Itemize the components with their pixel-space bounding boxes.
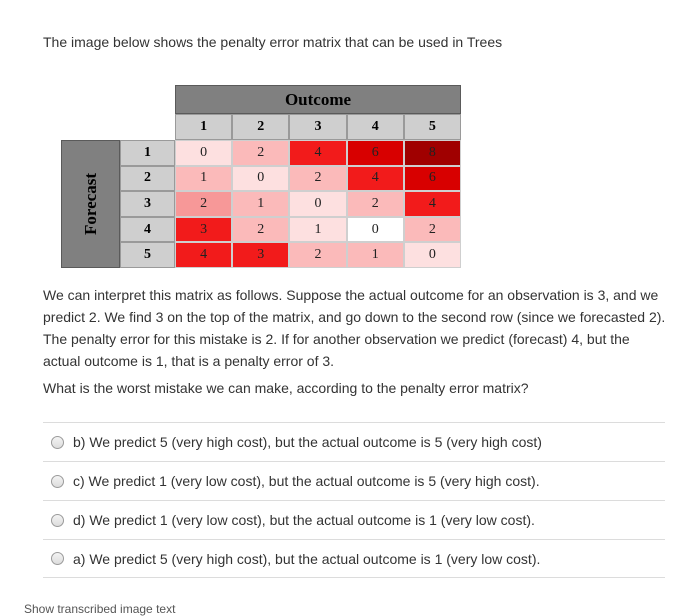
option-label: a) We predict 5 (very high cost), but the actual outcome is 1 (very low cost). — [73, 550, 541, 567]
matrix-cell: 1 — [175, 166, 232, 192]
matrix-cell: 1 — [232, 191, 289, 217]
row-header: 1 — [120, 140, 175, 166]
answer-options — [43, 422, 665, 578]
forecast-header — [61, 140, 120, 268]
radio-button[interactable] — [51, 552, 64, 565]
option-d[interactable] — [43, 500, 665, 539]
matrix-cell: 4 — [175, 242, 232, 268]
matrix-cell: 0 — [347, 217, 404, 243]
matrix-cell: 0 — [232, 166, 289, 192]
matrix-cell: 2 — [175, 191, 232, 217]
show-transcribed-link[interactable]: Show transcribed image text — [24, 602, 176, 616]
option-label: d) We predict 1 (very low cost), but the actual outcome is 1 (very low cost). — [73, 512, 535, 528]
radio-button[interactable] — [51, 514, 64, 527]
radio-button[interactable] — [51, 436, 64, 449]
matrix-cell: 0 — [289, 191, 346, 217]
matrix-cell: 2 — [232, 217, 289, 243]
row-header: 5 — [120, 242, 175, 268]
column-header: 5 — [404, 114, 461, 140]
matrix-cell: 3 — [175, 217, 232, 243]
intro-text: The image below shows the penalty error matrix that can be used in Trees — [43, 34, 503, 50]
outcome-label: Outcome — [284, 89, 352, 109]
column-header: 2 — [232, 114, 289, 140]
matrix-corner — [61, 85, 175, 140]
matrix-cell: 2 — [289, 166, 346, 192]
matrix-cell: 2 — [289, 242, 346, 268]
matrix-cell: 8 — [404, 140, 461, 166]
matrix-cell: 3 — [232, 242, 289, 268]
matrix-cell: 4 — [289, 140, 346, 166]
matrix-cell: 0 — [404, 242, 461, 268]
matrix-cell: 1 — [289, 217, 346, 243]
column-header: 3 — [289, 114, 346, 140]
question-text: What is the worst mistake we can make, according to the penalty error matrix? — [43, 380, 529, 396]
row-header: 4 — [120, 217, 175, 243]
matrix-cell: 2 — [404, 217, 461, 243]
penalty-error-matrix — [61, 85, 461, 268]
option-label: b) We predict 5 (very high cost), but the actual outcome is 5 (very high cost) — [73, 434, 542, 450]
column-header: 4 — [347, 114, 404, 140]
option-c[interactable] — [43, 461, 665, 500]
matrix-cell: 4 — [404, 191, 461, 217]
matrix-cell: 0 — [175, 140, 232, 166]
matrix-cell: 1 — [347, 242, 404, 268]
matrix-cell: 6 — [347, 140, 404, 166]
explanation-text: We can interpret this matrix as follows. Suppose the actual outcome for an observation is 3, and we predict 2. We find 3 on the top of the matrix, and go down to the second row (since we forecasted 2). The penalty error for this mistake is 2. If for another observation we predict (forecast) 4, but the actual outcome is 1, that is a penalty error of 3. — [43, 287, 666, 369]
radio-button[interactable] — [51, 475, 64, 488]
row-header: 2 — [120, 166, 175, 192]
column-header: 1 — [175, 114, 232, 140]
matrix-cell: 4 — [347, 166, 404, 192]
outcome-header — [175, 85, 461, 114]
option-a[interactable] — [43, 539, 665, 578]
matrix-cell: 2 — [347, 191, 404, 217]
row-header: 3 — [120, 191, 175, 217]
option-b[interactable] — [43, 422, 665, 461]
option-label: c) We predict 1 (very low cost), but the actual outcome is 5 (very high cost). — [73, 473, 540, 489]
forecast-label: Forecast — [80, 173, 100, 235]
matrix-cell: 2 — [232, 140, 289, 166]
matrix-cell: 6 — [404, 166, 461, 192]
